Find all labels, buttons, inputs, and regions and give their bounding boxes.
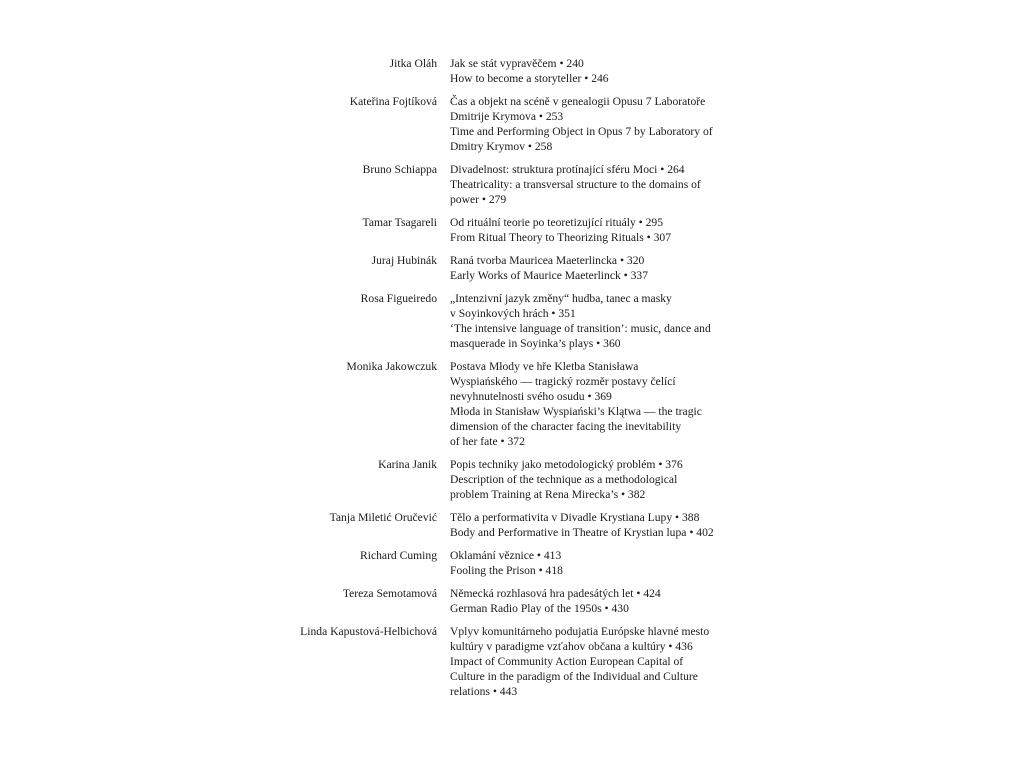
title-line: Time and Performing Object in Opus 7 by Laboratory of [450,125,713,138]
entry-titles [450,359,720,449]
entry-titles [450,215,720,245]
title-line: Wyspiańského — tragický rozměr postavy čelící [450,375,676,388]
title-line: Oklamání věznice • 413 [450,549,562,562]
title-line: Popis techniky jako metodologický problém • 376 [450,458,683,471]
entry-author: Tereza Semotamová [342,587,437,600]
title-line: relations • 443 [450,685,518,698]
title-line: dimension of the character facing the inevitability [450,420,682,433]
title-line: Vplyv komunitárneho podujatia Európske hlavné mesto [450,625,710,638]
entry-titles [450,624,720,699]
toc-entry [0,624,1024,699]
title-line: From Ritual Theory to Theorizing Rituals • 307 [450,231,671,244]
entry-author: Juraj Hubinák [371,254,437,267]
entry-titles [450,162,720,207]
title-line: Divadelnost: struktura protínající sféru Moci • 264 [450,163,685,176]
title-line: problem Training at Rena Mirecka’s • 382 [450,488,646,501]
title-line: Impact of Community Action European Capital of [450,655,684,668]
entry-titles [450,510,720,540]
toc-entry [0,94,1024,154]
title-line: Tělo a performativita v Divadle Krystiana Lupy • 388 [450,511,700,524]
entry-titles [450,457,720,502]
title-line: Theatricality: a transversal structure to the domains of [450,178,701,191]
title-line: Culture in the paradigm of the Individual and Culture [450,670,698,683]
title-line: Early Works of Maurice Maeterlinck • 337 [450,269,649,282]
entry-titles [450,56,720,86]
toc-entry [0,215,1024,245]
toc-entry [0,253,1024,283]
entry-titles [450,586,720,616]
toc-entry [0,162,1024,207]
title-line: Młoda in Stanisław Wyspiański’s Klątwa — the tragic [450,405,702,418]
entry-titles [450,94,720,154]
entry-author: Monika Jakowczuk [346,360,437,373]
title-line: power • 279 [450,193,507,206]
entry-author: Karina Janik [378,458,437,471]
title-line: Raná tvorba Mauricea Maeterlincka • 320 [450,254,645,267]
entry-titles [450,291,720,351]
title-line: German Radio Play of the 1950s • 430 [450,602,629,615]
title-line: Description of the technique as a methodological [450,473,678,486]
entry-author: Rosa Figueiredo [360,292,437,305]
title-line: Body and Performative in Theatre of Krystian lupa • 402 [450,526,714,539]
title-line: of her fate • 372 [450,435,525,448]
toc-entry [0,548,1024,578]
entry-author: Kateřina Fojtíková [349,95,437,108]
entry-author: Richard Cuming [360,549,437,562]
title-line: ‘The intensive language of transition’: music, dance and [450,322,711,335]
title-line: Postava Młody ve hře Kletba Stanisława [450,360,639,373]
toc-entry [0,510,1024,540]
entry-author: Tamar Tsagareli [362,216,437,229]
entry-author: Bruno Schiappa [362,163,437,176]
title-line: „Intenzivní jazyk změny“ hudba, tanec a masky [450,292,672,305]
title-line: Dmitry Krymov • 258 [450,140,553,153]
toc-entry [0,359,1024,449]
toc-entry [0,56,1024,86]
title-line: Od rituální teorie po teoretizující rituály • 295 [450,216,664,229]
entry-titles [450,548,720,578]
entry-titles [450,253,720,283]
entry-author: Tanja Miletić Oručević [329,511,437,524]
table-of-contents [0,56,1024,707]
toc-entry [0,291,1024,351]
title-line: Německá rozhlasová hra padesátých let • 424 [450,587,661,600]
title-line: How to become a storyteller • 246 [450,72,609,85]
title-line: Jak se stát vypravěčem • 240 [450,57,584,70]
title-line: nevyhnutelnosti svého osudu • 369 [450,390,612,403]
title-line: v Soyinkových hrách • 351 [450,307,576,320]
title-line: Dmitrije Krymova • 253 [450,110,564,123]
title-line: kultúry v paradigme vzťahov občana a kultúry • 436 [450,640,693,653]
toc-entry [0,457,1024,502]
title-line: Čas a objekt na scéně v genealogii Opusu 7 Laboratoře [450,95,706,108]
title-line: masquerade in Soyinka’s plays • 360 [450,337,621,350]
title-line: Fooling the Prison • 418 [450,564,563,577]
entry-author: Jitka Oláh [389,57,437,70]
entry-author: Linda Kapustová-Helbichová [300,625,437,638]
toc-entry [0,586,1024,616]
